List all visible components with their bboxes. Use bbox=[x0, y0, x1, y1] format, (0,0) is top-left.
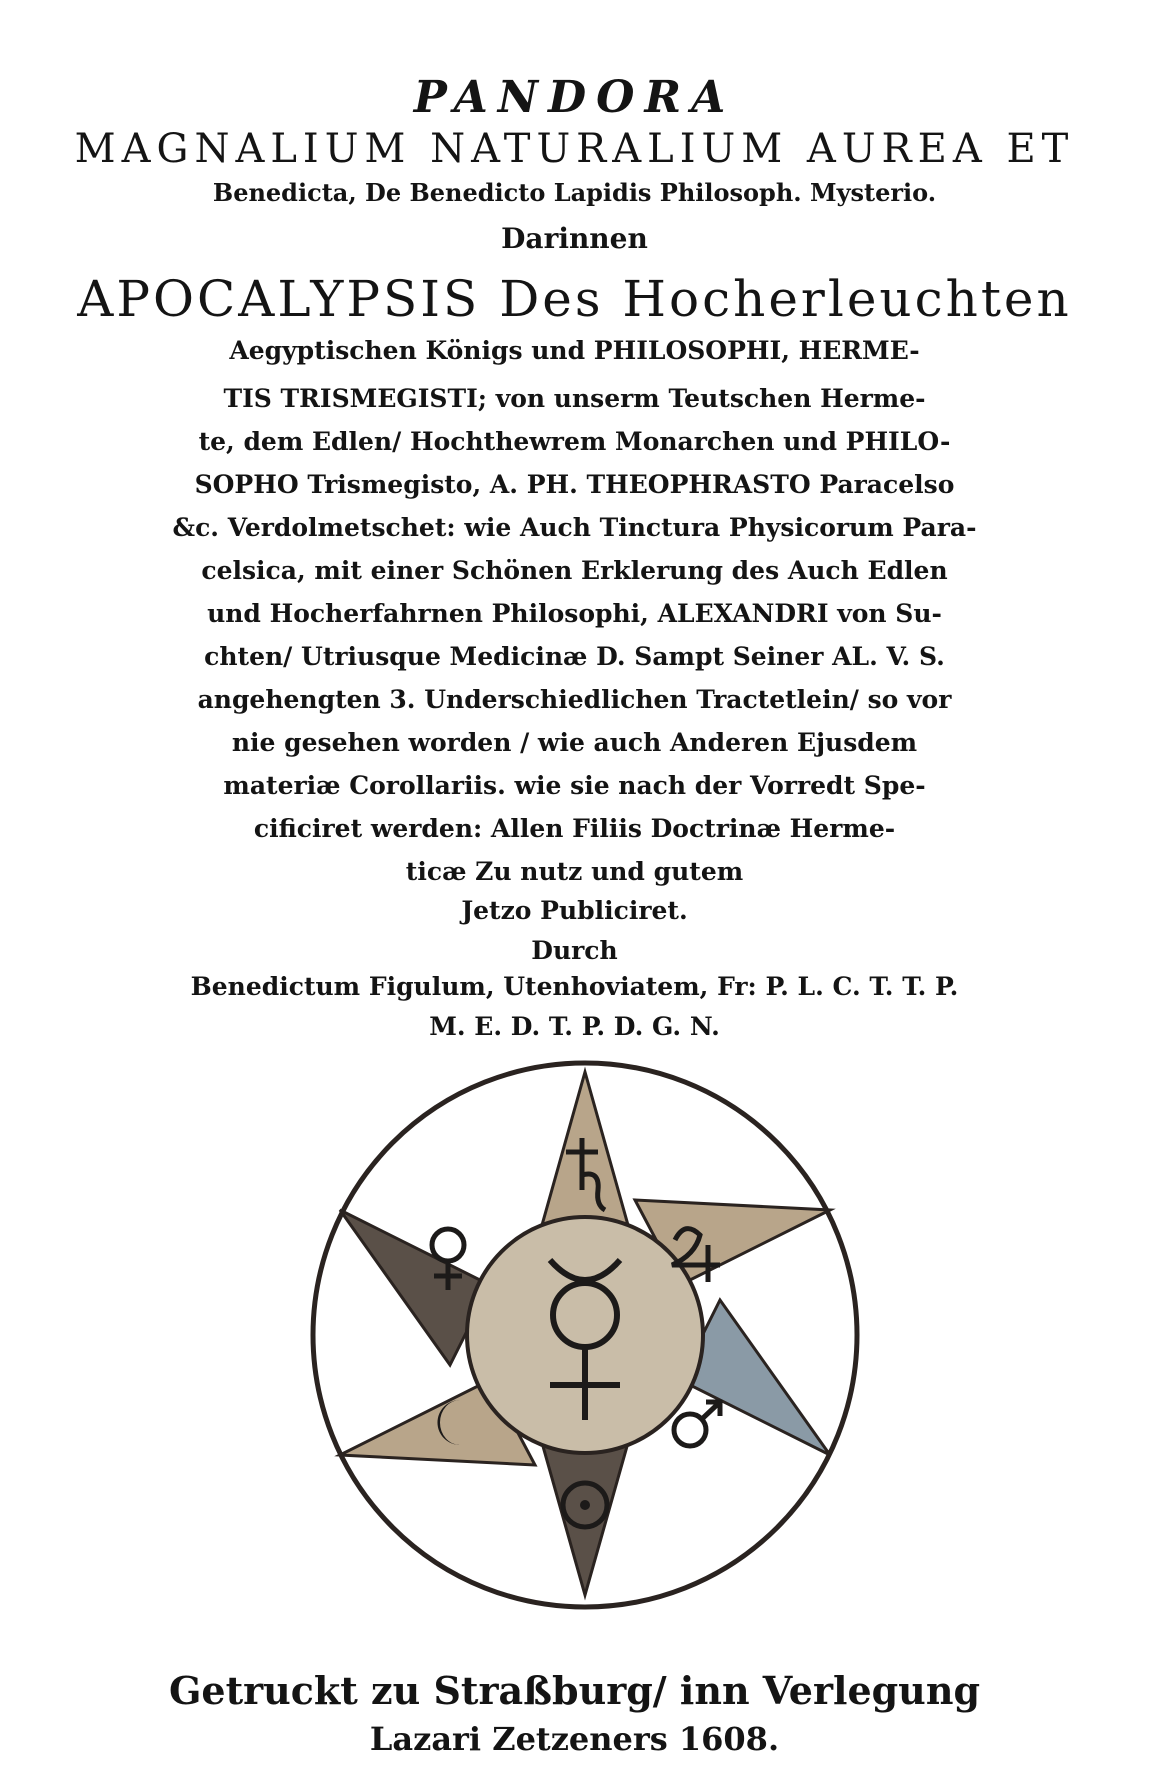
darinnen-heading: Darinnen bbox=[501, 222, 648, 255]
subtitle-line-1: MAGNALIUM NATURALIUM AUREA ET bbox=[74, 126, 1075, 172]
body-line: und Hocherfahrnen Philosophi, ALEXANDRI von Su- bbox=[207, 599, 942, 628]
title: PANDORA bbox=[413, 72, 736, 123]
body-line: ticæ Zu nutz und gutem bbox=[405, 857, 744, 886]
hexagram-emblem bbox=[300, 1050, 870, 1620]
body-line: Durch bbox=[531, 936, 618, 965]
imprint-line-2: Lazari Zetzeners 1608. bbox=[369, 1720, 780, 1758]
body-line: Benedictum Figulum, Utenhoviatem, Fr: P. L. C. T. T. P. bbox=[190, 972, 959, 1001]
body-line: celsica, mit einer Schönen Erklerung des Auch Edlen bbox=[201, 556, 948, 585]
body-line: SOPHO Trismegisto, A. PH. THEOPHRASTO Paracelso bbox=[194, 470, 955, 499]
apocalypsis-heading: APOCALYPSIS Des Hocherleuchten bbox=[77, 270, 1072, 328]
body-line: TIS TRISMEGISTI; von unserm Teutschen Herme- bbox=[223, 384, 926, 413]
body-line: cificiret werden: Allen Filiis Doctrinæ Herme- bbox=[253, 814, 896, 843]
body-line: M. E. D. T. P. D. G. N. bbox=[429, 1012, 720, 1041]
body-line: angehengten 3. Underschiedlichen Tractetlein/ so vor bbox=[197, 685, 952, 714]
body-line: Jetzo Publiciret. bbox=[461, 896, 688, 925]
imprint-line-1: Getruckt zu Straßburg/ inn Verlegung bbox=[168, 1668, 981, 1713]
body-line: materiæ Corollariis. wie sie nach der Vorredt Spe- bbox=[223, 771, 926, 800]
body-line: nie gesehen worden / wie auch Anderen Ejusdem bbox=[231, 728, 918, 757]
body-line: &c. Verdolmetschet: wie Auch Tinctura Physicorum Para- bbox=[172, 513, 977, 542]
subtitle-line-2: Benedicta, De Benedicto Lapidis Philosoph. Mysterio. bbox=[212, 178, 937, 207]
body-line: Aegyptischen Königs und PHILOSOPHI, HERME- bbox=[229, 336, 920, 365]
body-line: te, dem Edlen/ Hochthewrem Monarchen und PHILO- bbox=[198, 427, 951, 456]
body-line: chten/ Utriusque Medicinæ D. Sampt Seiner AL. V. S. bbox=[204, 642, 945, 671]
